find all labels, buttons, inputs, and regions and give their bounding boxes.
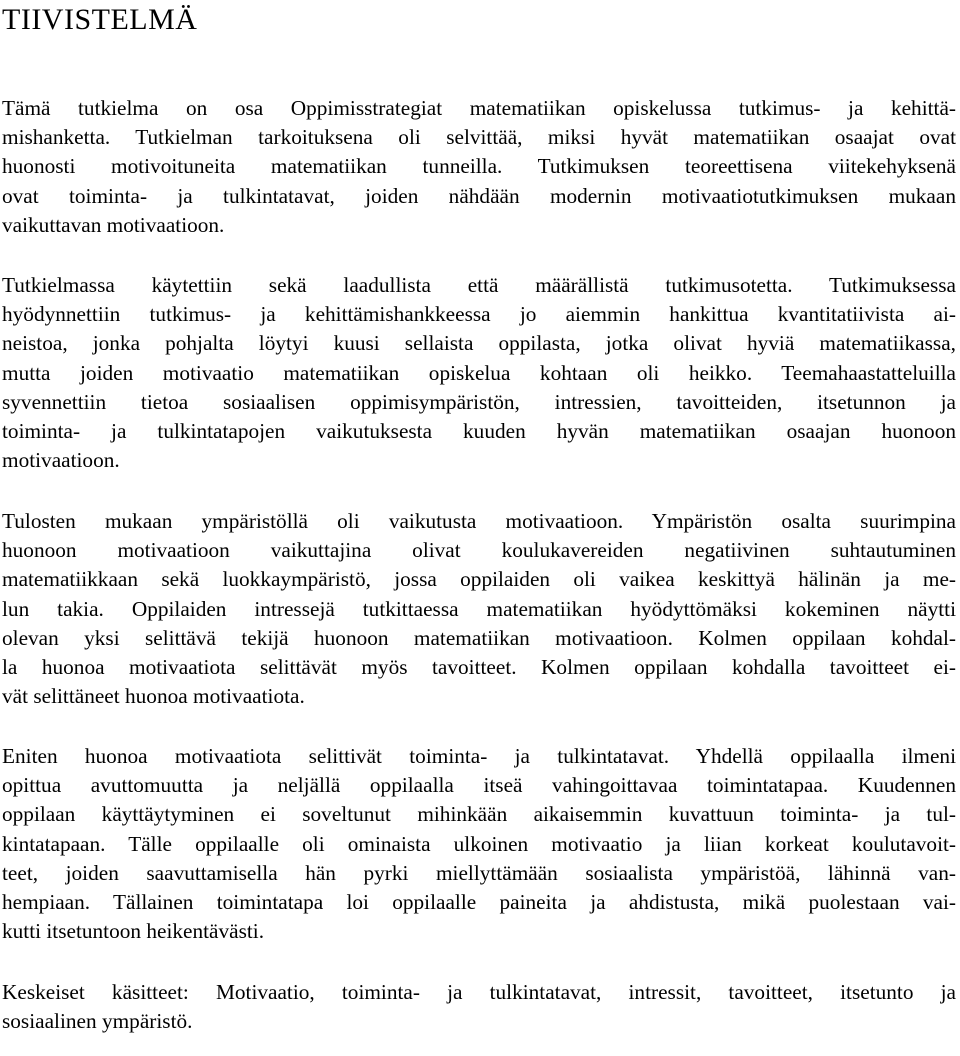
paragraph-intro bbox=[2, 94, 956, 240]
paragraph-keywords bbox=[2, 978, 956, 1036]
text-line: Tulosten mukaan ympäristöllä oli vaikutusta motivaatioon. Ympäristön osalta suurimpina bbox=[2, 509, 956, 533]
text-line: Tutkielmassa käytettiin sekä laadullista että määrällistä tutkimusotetta. Tutkimuksessa bbox=[2, 273, 956, 297]
text-line: toiminta- ja tulkintatapojen vaikutuksesta kuuden hyvän matematiikan osaajan huonoon bbox=[2, 418, 956, 443]
text-line: neistoa, jonka pohjalta löytyi kuusi sellaista oppilasta, jotka olivat hyviä matematiikassa, bbox=[2, 331, 956, 356]
text-line: huonosti motivoituneita matematiikan tunneilla. Tutkimuksen teoreettisena viitekehyksenä bbox=[2, 154, 956, 179]
text-line: kintatapaan. Tälle oppilaalle oli ominaista ulkoinen motivaatio ja liian korkeat koulutavoit- bbox=[2, 831, 956, 856]
text-line: hempiaan. Tällainen toimintatapa loi oppilaalle paineita ja ahdistusta, mikä puolestaan vai- bbox=[2, 889, 956, 914]
text-line: Tämä tutkielma on osa Oppimisstrategiat matematiikan opiskelussa tutkimus- ja kehittä- bbox=[2, 96, 956, 120]
text-line: oppilaan käyttäytyminen ei soveltunut mihinkään aikaisemmin kuvattuun toiminta- ja tul- bbox=[2, 802, 956, 827]
text-line: ovat toiminta- ja tulkintatavat, joiden nähdään modernin motivaatiotutkimuksen mukaan bbox=[2, 183, 956, 208]
paragraph-results bbox=[2, 507, 956, 711]
text-line: olevan yksi selittävä tekijä huonoon matematiikan motivaatioon. Kolmen oppilaan kohdal- bbox=[2, 625, 956, 650]
text-line: mishanketta. Tutkielman tarkoituksena oli selvittää, miksi hyvät matematiikan osaajat ovat bbox=[2, 125, 956, 150]
text-line: matematiikkaan sekä luokkaympäristö, jossa oppilaiden oli vaikea keskittyä hälinän ja me- bbox=[2, 567, 956, 592]
text-line: lun takia. Oppilaiden intressejä tutkittaessa matematiikan hyödyttömäksi kokeminen näytti bbox=[2, 596, 956, 621]
paragraph-method bbox=[2, 271, 956, 475]
text-line: kutti itsetuntoon heikentävästi. bbox=[2, 919, 265, 944]
text-line: sosiaalinen ympäristö. bbox=[2, 1009, 193, 1034]
text-line: vät selittäneet huonoa motivaatiota. bbox=[2, 684, 305, 709]
text-line: opittua avuttomuutta ja neljällä oppilaalla itseä vahingoittavaa toimintatapaa. Kuudennen bbox=[2, 773, 956, 798]
text-line: Keskeiset käsitteet: Motivaatio, toiminta- ja tulkintatavat, intressit, tavoitteet, itsetunto ja bbox=[2, 980, 956, 1004]
page-title: TIIVISTELMÄ bbox=[2, 3, 198, 36]
text-line: syvennettiin tietoa sosiaalisen oppimisympäristön, intressien, tavoitteiden, itsetunnon ja bbox=[2, 389, 956, 414]
text-line: motivaatioon. bbox=[2, 448, 120, 473]
text-line: hyödynnettiin tutkimus- ja kehittämishankkeessa jo aiemmin hankittua kvantitatiivista ai- bbox=[2, 302, 956, 327]
text-line: mutta joiden motivaatio matematiikan opiskelua kohtaan oli heikko. Teemahaastatteluilla bbox=[2, 360, 956, 385]
text-line: vaikuttavan motivaatioon. bbox=[2, 212, 225, 237]
text-line: teet, joiden saavuttamisella hän pyrki miellyttämään sosiaalista ympäristöä, lähinnä van- bbox=[2, 860, 956, 885]
paragraph-conclusions bbox=[2, 742, 956, 946]
text-line: Eniten huonoa motivaatiota selittivät toiminta- ja tulkintatavat. Yhdellä oppilaalla ilmeni bbox=[2, 744, 956, 768]
text-line: la huonoa motivaatiota selittävät myös tavoitteet. Kolmen oppilaan kohdalla tavoitteet ei- bbox=[2, 654, 956, 679]
text-line: huonoon motivaatioon vaikuttajina olivat koulukavereiden negatiivinen suhtautuminen bbox=[2, 538, 956, 563]
